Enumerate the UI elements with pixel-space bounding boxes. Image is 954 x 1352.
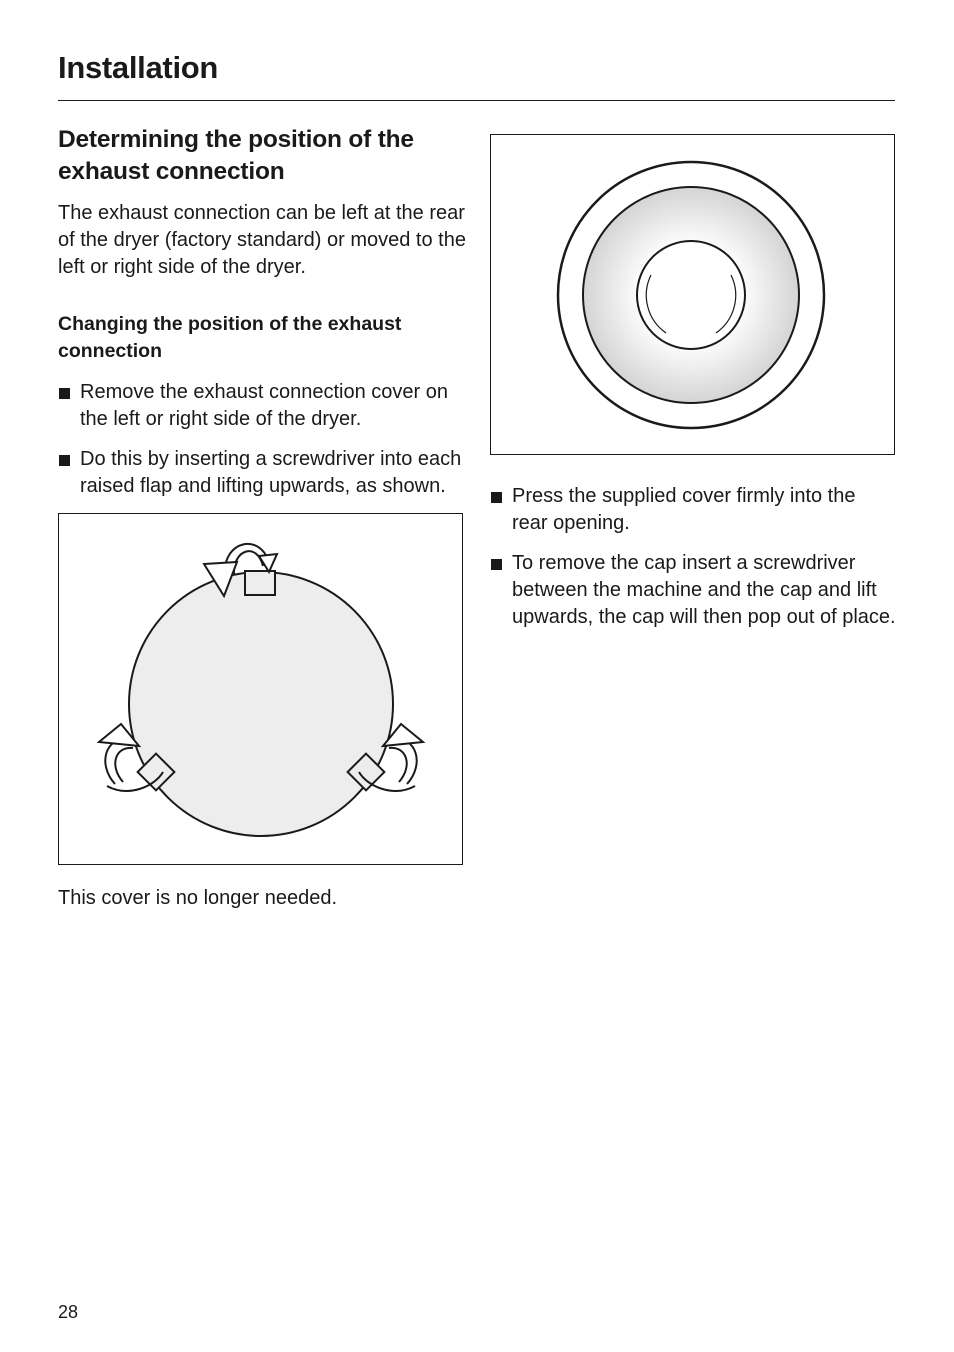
- inner-cap: [637, 241, 745, 349]
- intro-paragraph: The exhaust connection can be left at the rear of the dryer (factory standard) or moved to the left or right side of the dryer.: [58, 202, 466, 278]
- bullet-text: Press the supplied cover firmly into the rear opening.: [512, 485, 856, 534]
- bullet-text: Remove the exhaust connection cover on the left or right side of the dryer.: [80, 381, 448, 430]
- right-column: [490, 134, 896, 644]
- rear-cap-diagram: [491, 135, 893, 453]
- square-bullet-icon: [490, 550, 512, 631]
- bullet-item: [58, 379, 466, 433]
- square-bullet-icon: [58, 379, 80, 433]
- square-bullet-icon: [58, 446, 80, 500]
- bullet-text: To remove the cap insert a screwdriver between the machine and the cap and lift upwards, the cap will then pop out of place.: [512, 552, 896, 628]
- sub-heading: Changing the position of the exhaust connection: [58, 313, 402, 362]
- section-heading: Determining the position of the exhaust connection: [58, 126, 414, 185]
- square-bullet-icon: [490, 483, 512, 537]
- left-column: [58, 124, 466, 912]
- page-title: Installation: [58, 50, 219, 85]
- cover-removal-illustration: [58, 513, 463, 865]
- bullet-text: Do this by inserting a screwdriver into each raised flap and lifting upwards, as shown.: [80, 448, 462, 497]
- bullet-item: [58, 446, 466, 500]
- no-longer-needed-text: This cover is no longer needed.: [58, 887, 338, 909]
- title-divider: [58, 100, 895, 101]
- rear-cover-illustration: [490, 134, 895, 455]
- exhaust-cover-disc: [129, 572, 393, 836]
- cover-with-flaps-diagram: [59, 514, 461, 863]
- top-flap: [245, 571, 275, 595]
- page-number: 28: [58, 1302, 79, 1322]
- bullet-item: [490, 550, 896, 631]
- bullet-item: [490, 483, 896, 537]
